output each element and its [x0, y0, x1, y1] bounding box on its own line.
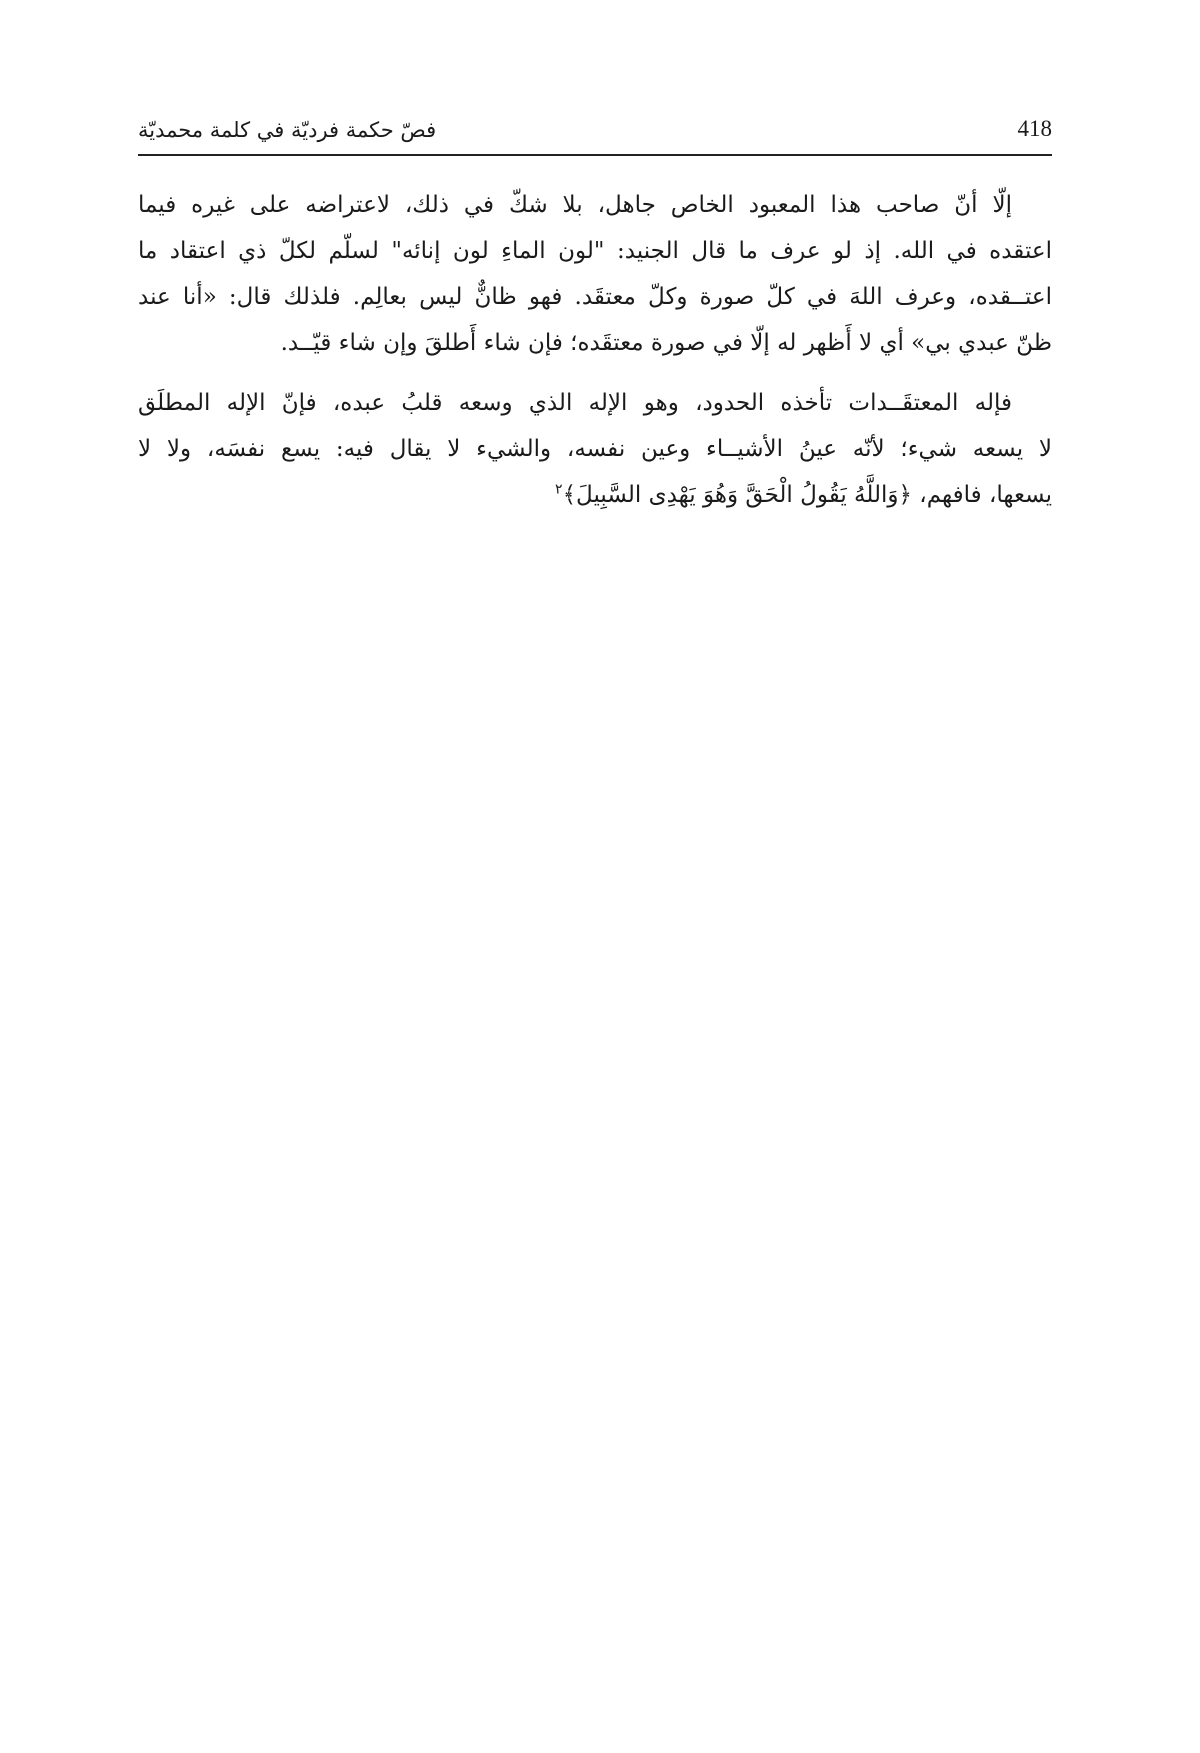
- text-line: ظنّ عبدي بي» أي لا أَظهر له إلّا في صورة معتقَده؛ فإن شاء أَطلقَ وإن شاء قيّــد.: [280, 330, 1052, 356]
- page-number: 418: [1017, 116, 1052, 141]
- text-line: لا يسعه شيء؛ لأنّه عينُ الأشيــاء وعين نفسه، والشيء لا يقال فيه: يسع نفسَه، ولا لا: [138, 436, 1052, 462]
- text-line: فإله المعتقَــدات تأخذه الحدود، وهو الإله الذي وسعه قلبُ عبده، فإنّ الإله المطلَق: [138, 390, 1012, 416]
- paragraph-2: [138, 380, 1052, 518]
- quran-verse-line: يسعها، فافهم، ﴿وَاللَّهُ يَقُولُ الْحَقَّ وَهُوَ يَهْدِى السَّبِيلَ﴾: [562, 482, 1052, 508]
- footnote-marker[interactable]: ٢: [555, 481, 563, 498]
- running-title: فصّ حكمة فرديّة في كلمة محمديّة: [138, 118, 437, 142]
- text-line: اعتــقده، وعرف اللهَ في كلّ صورة وكلّ معتقَد. فهو ظانٌّ ليس بعالِم. فلذلك قال: «أنا عند: [138, 284, 1052, 310]
- text-line: إلّا أنّ صاحب هذا المعبود الخاص جاهل، بلا شكّ في ذلك، لاعتراضه على غيره فيما: [138, 192, 1012, 218]
- page-header: [138, 108, 1052, 156]
- paragraph-1: [138, 182, 1052, 366]
- text-line-with-footnote: [138, 472, 1052, 518]
- text-line: اعتقده في الله. إذ لو عرف ما قال الجنيد: "لون الماءِ لون إنائه" لسلّم لكلّ ذي اعتقاد ما: [138, 238, 1052, 264]
- body-text: [138, 182, 1052, 518]
